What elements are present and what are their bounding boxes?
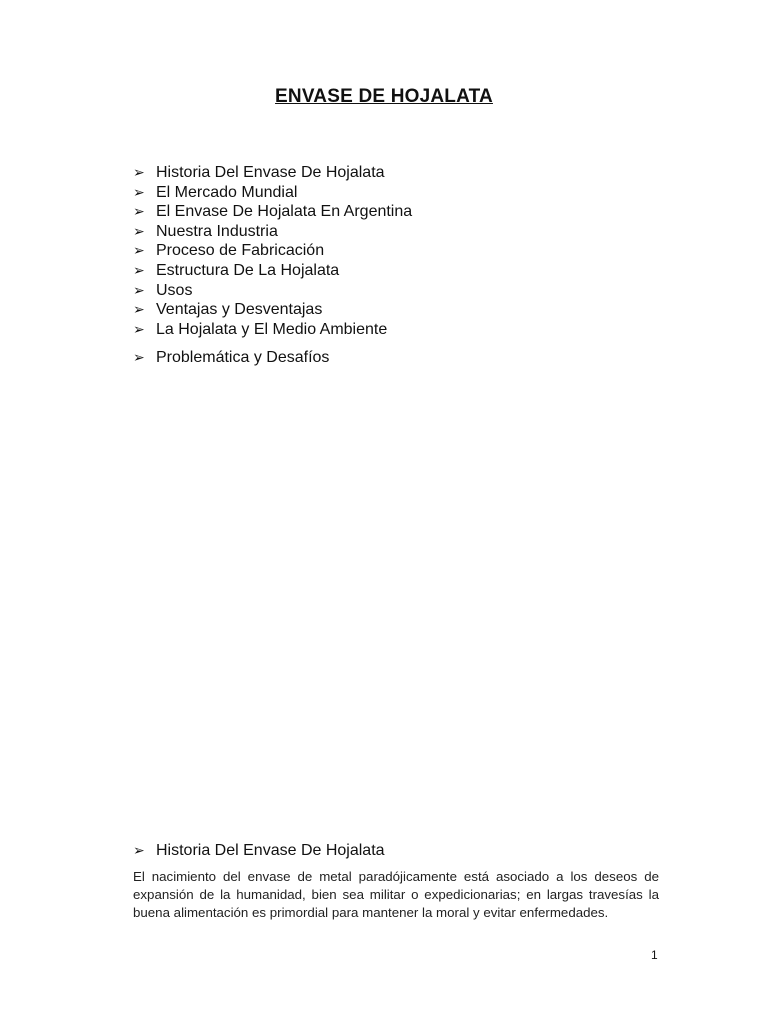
toc-item	[133, 183, 412, 203]
arrow-bullet-icon: ➢	[133, 164, 145, 180]
arrow-bullet-icon: ➢	[133, 203, 145, 220]
toc-item	[133, 281, 412, 301]
toc-item	[133, 241, 412, 261]
table-of-contents	[133, 163, 412, 368]
toc-item-label: Historia Del Envase De Hojalata	[156, 164, 385, 181]
arrow-bullet-icon: ➢	[133, 183, 145, 200]
toc-item-label: Usos	[156, 281, 193, 299]
section-heading	[133, 841, 385, 861]
toc-item	[133, 261, 412, 281]
arrow-bullet-icon: ➢	[133, 222, 145, 239]
toc-item-label: Nuestra Industria	[156, 222, 278, 240]
toc-item	[133, 222, 412, 242]
toc-item-label: Estructura De La Hojalata	[156, 261, 340, 279]
arrow-bullet-icon: ➢	[133, 842, 145, 859]
toc-item	[133, 163, 412, 183]
arrow-bullet-icon: ➢	[133, 301, 145, 318]
toc-item-label: Proceso de Fabricación	[156, 242, 325, 260]
toc-item-label: El Mercado Mundial	[156, 183, 298, 201]
arrow-bullet-icon: ➢	[133, 281, 145, 298]
toc-item-label: Ventajas y Desventajas	[156, 301, 323, 319]
section-paragraph: El nacimiento del envase de metal paradójicamente está asociado a los deseos de expansión de la humanidad, bien sea militar o expedicionarias; en largas travesías la buena alimentación es primordial para mantener la moral y evitar enfermedades.	[133, 869, 659, 920]
document-title: ENVASE DE HOJALATA	[275, 86, 493, 107]
arrow-bullet-icon: ➢	[133, 242, 145, 259]
toc-item	[133, 348, 412, 368]
page-number: 1	[651, 948, 658, 962]
toc-item	[133, 320, 412, 340]
toc-item	[133, 202, 412, 222]
toc-item-label: La Hojalata y El Medio Ambiente	[156, 320, 388, 338]
toc-item-label: El Envase De Hojalata En Argentina	[156, 203, 413, 221]
arrow-bullet-icon: ➢	[133, 261, 145, 278]
section-heading-label: Historia Del Envase De Hojalata	[156, 842, 385, 859]
toc-item	[133, 300, 412, 320]
toc-item-label: Problemática y Desafíos	[156, 349, 330, 367]
arrow-bullet-icon: ➢	[133, 349, 145, 366]
arrow-bullet-icon: ➢	[133, 320, 145, 337]
